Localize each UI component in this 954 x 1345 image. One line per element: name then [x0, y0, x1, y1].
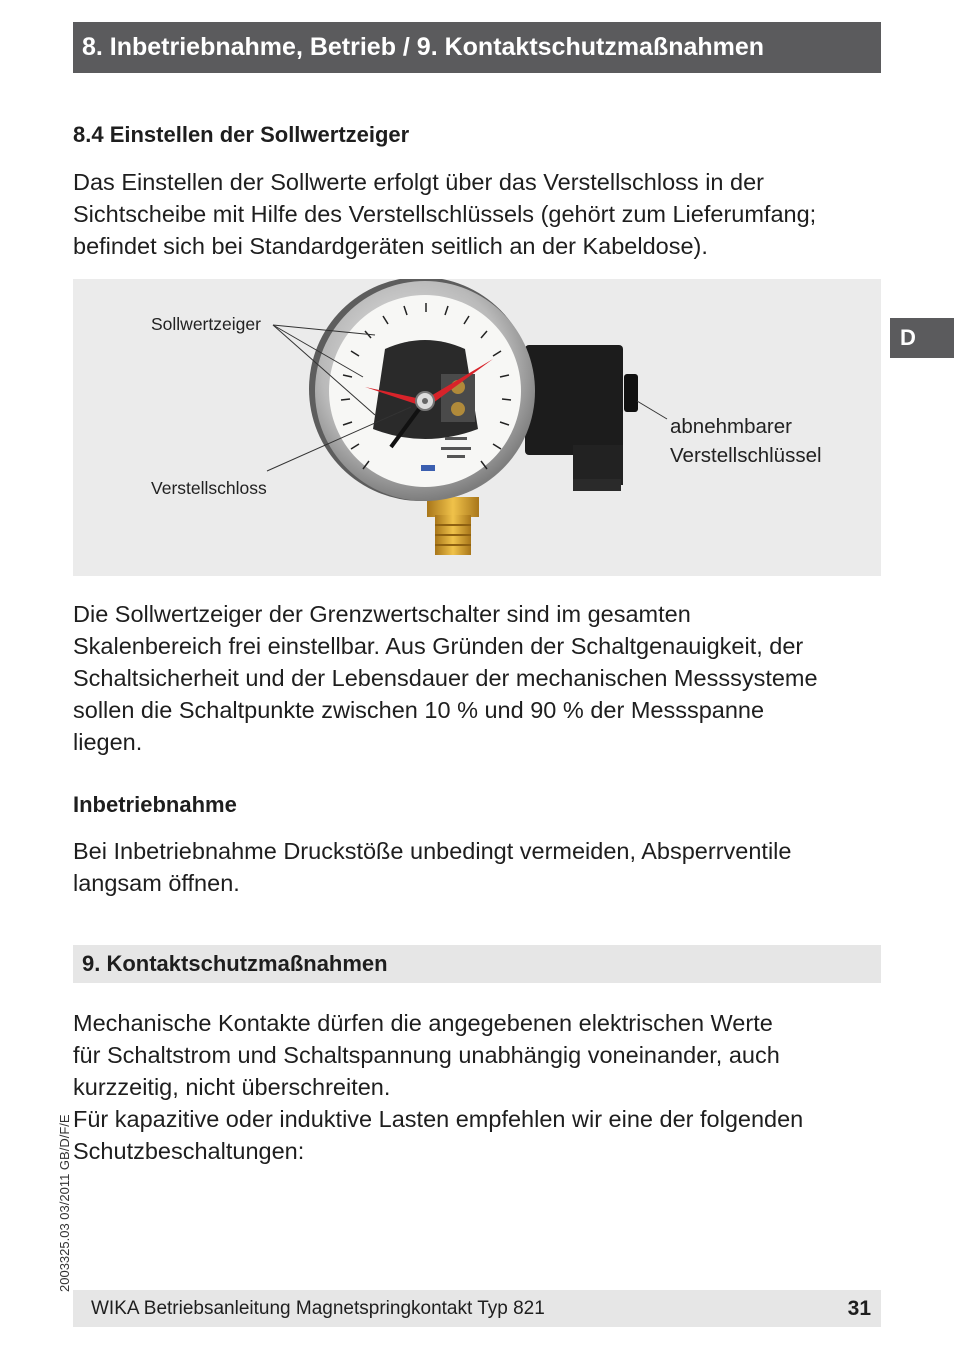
label-key-line: Verstellschlüssel	[670, 444, 822, 467]
inbetriebnahme-heading: Inbetriebnahme	[73, 792, 237, 817]
label-verstellschluessel	[670, 412, 822, 470]
body-line: Schaltsicherheit und der Lebensdauer der mechanischen Messsysteme	[73, 665, 818, 691]
inbetriebnahme-text	[73, 835, 888, 899]
section-9-text	[73, 1007, 888, 1167]
section-9-heading: 9. Kontaktschutzmaßnahmen	[82, 951, 388, 976]
body-line: Die Sollwertzeiger der Grenzwertschalter sind im gesamten	[73, 601, 691, 627]
intro-line: befindet sich bei Standardgeräten seitlich an der Kabeldose).	[73, 233, 708, 259]
gauge-figure	[73, 279, 881, 576]
label-sollwertzeiger: Sollwertzeiger	[151, 314, 261, 334]
section-8-4-intro	[73, 166, 888, 262]
label-verstellschloss: Verstellschloss	[151, 478, 267, 498]
inbetriebnahme-line: Bei Inbetriebnahme Druckstöße unbedingt vermeiden, Absperrventile	[73, 838, 792, 864]
body-line: Skalenbereich frei einstellbar. Aus Gründen der Schaltgenauigkeit, der	[73, 633, 804, 659]
body-line: sollen die Schaltpunkte zwischen 10 % und 90 % der Messspanne	[73, 697, 765, 723]
section-9-heading-bar	[73, 945, 881, 983]
section-8-4-body	[73, 598, 888, 758]
brass-connector	[427, 497, 479, 555]
contact-mechanism	[373, 340, 478, 439]
section-9-line: Für kapazitive oder induktive Lasten empfehlen wir eine der folgenden	[73, 1106, 804, 1132]
page-header-title: 8. Inbetriebnahme, Betrieb / 9. Kontaktschutzmaßnahmen	[82, 33, 765, 61]
inbetriebnahme-line: langsam öffnen.	[73, 870, 240, 896]
section-9-line: Mechanische Kontakte dürfen die angegebenen elektrischen Werte	[73, 1010, 773, 1036]
language-tab	[890, 318, 954, 358]
page-number: 31	[847, 1297, 871, 1320]
intro-line: Sichtscheibe mit Hilfe des Verstellschlüssels (gehört zum Lieferumfang;	[73, 201, 817, 227]
body-line: liegen.	[73, 729, 143, 755]
document-code: 2003325.03 03/2011 GB/D/F/E	[57, 1114, 72, 1292]
section-9-line: Schutzbeschaltungen:	[73, 1138, 305, 1164]
section-9-line: für Schaltstrom und Schaltspannung unabhängig voneinander, auch	[73, 1042, 780, 1068]
section-9-line: kurzzeitig, nicht überschreiten.	[73, 1074, 391, 1100]
language-tab-label: D	[900, 325, 916, 350]
cable-socket	[525, 345, 638, 491]
footer-title: WIKA Betriebsanleitung Magnetspringkontakt Typ 821	[91, 1298, 545, 1319]
section-8-4-heading: 8.4 Einstellen der Sollwertzeiger	[73, 122, 410, 147]
page-header-bar	[73, 22, 881, 73]
label-key-line: abnehmbarer	[670, 415, 792, 438]
page-footer	[73, 1290, 881, 1327]
intro-line: Das Einstellen der Sollwerte erfolgt über das Verstellschloss in der	[73, 169, 764, 195]
